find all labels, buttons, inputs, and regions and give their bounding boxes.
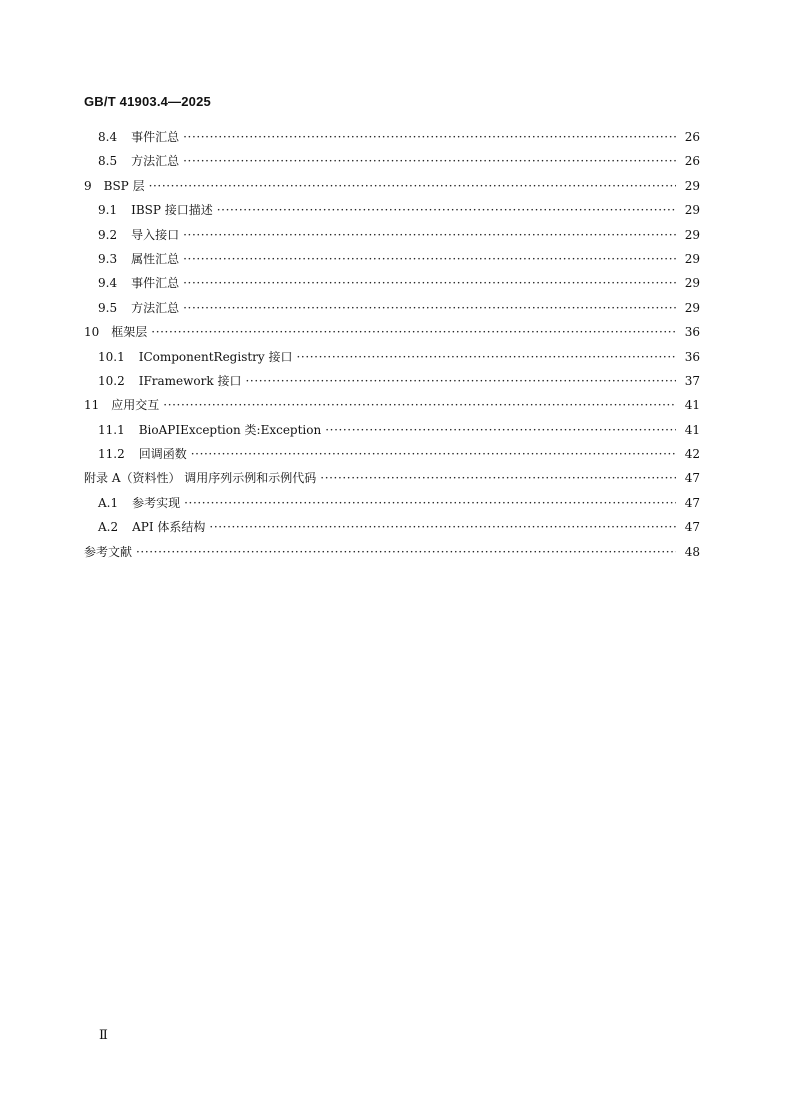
toc-entry-number: 8.5 bbox=[98, 154, 118, 169]
toc-entry[interactable] bbox=[84, 543, 700, 567]
toc-entry-number: 11.1 bbox=[98, 422, 125, 437]
toc-dot-leader bbox=[149, 179, 676, 193]
toc-entry-page: 37 bbox=[684, 373, 700, 388]
toc-entry-title: BioAPIException 类:Exception bbox=[138, 422, 322, 437]
toc-entry-title: IFramework 接口 bbox=[138, 373, 242, 388]
toc-entry[interactable] bbox=[84, 299, 700, 323]
toc-entry[interactable] bbox=[84, 177, 700, 201]
toc-dot-leader bbox=[183, 252, 676, 266]
toc-entry-page: 29 bbox=[684, 300, 700, 315]
toc-entry-page: 47 bbox=[684, 471, 700, 486]
toc-entry-title: 附录 A（资料性） 调用序列示例和示例代码 bbox=[84, 471, 317, 486]
toc-entry[interactable] bbox=[84, 201, 700, 225]
toc-entry-page: 47 bbox=[684, 520, 700, 535]
toc-entry-page: 42 bbox=[684, 447, 700, 462]
toc-entry-page: 36 bbox=[684, 349, 700, 364]
toc-dot-leader bbox=[217, 203, 676, 217]
toc-entry-page: 29 bbox=[684, 251, 700, 266]
toc-entry-title: 应用交互 bbox=[111, 398, 160, 413]
toc-entry-number: 8.4 bbox=[98, 130, 118, 144]
toc-entry-page: 26 bbox=[684, 154, 700, 169]
toc-entry-title: 属性汇总 bbox=[131, 251, 180, 266]
toc-entry-number: A.2 bbox=[98, 520, 119, 535]
toc-dot-leader bbox=[183, 276, 676, 290]
toc-entry-number: 9.5 bbox=[98, 300, 118, 315]
toc-entry-title: IBSP 接口描述 bbox=[131, 203, 213, 218]
toc-dot-leader bbox=[297, 350, 677, 364]
toc-entry[interactable] bbox=[84, 323, 700, 347]
toc-entry[interactable] bbox=[84, 396, 700, 420]
toc-entry-number: 9 bbox=[84, 178, 92, 193]
toc-entry[interactable] bbox=[84, 372, 700, 396]
toc-entry-page: 36 bbox=[684, 325, 700, 340]
toc-entry-number: A.1 bbox=[98, 495, 119, 510]
toc-entry-page: 29 bbox=[684, 276, 700, 291]
toc-dot-leader bbox=[151, 325, 676, 339]
toc-dot-leader bbox=[163, 398, 676, 412]
toc-entry-number: 9.2 bbox=[98, 227, 118, 242]
toc-entry-page: 29 bbox=[684, 203, 700, 218]
toc-entry-title: 事件汇总 bbox=[131, 276, 180, 291]
toc-entry-number: 10.2 bbox=[98, 373, 125, 388]
toc-dot-leader bbox=[245, 374, 676, 388]
toc-dot-leader bbox=[136, 545, 676, 559]
toc-entry[interactable] bbox=[84, 250, 700, 274]
toc-entry[interactable] bbox=[84, 274, 700, 298]
toc-entry-title: IComponentRegistry 接口 bbox=[138, 349, 293, 364]
toc-dot-leader bbox=[320, 471, 676, 485]
toc-entry-title: API 体系结构 bbox=[132, 520, 206, 535]
toc-entry[interactable] bbox=[84, 445, 700, 469]
toc-dot-leader bbox=[325, 423, 676, 437]
toc-entry-title: 方法汇总 bbox=[131, 154, 180, 169]
toc-entry[interactable] bbox=[84, 421, 700, 445]
toc-entry-page: 26 bbox=[684, 130, 700, 144]
toc-entry-number: 9.3 bbox=[98, 251, 118, 266]
toc-entry-number: 11.2 bbox=[98, 447, 125, 462]
toc-entry-page: 41 bbox=[684, 422, 700, 437]
toc-dot-leader bbox=[183, 154, 676, 168]
toc-entry-number: 10 bbox=[84, 325, 100, 340]
toc-entry-title: 参考实现 bbox=[132, 495, 181, 510]
toc-entry[interactable] bbox=[84, 152, 700, 176]
toc-entry-title: 参考文献 bbox=[84, 544, 133, 559]
toc-entry-page: 41 bbox=[684, 398, 700, 413]
toc-entry-page: 48 bbox=[684, 544, 700, 559]
standard-number-header: GB/T 41903.4—2025 bbox=[84, 94, 211, 109]
toc-dot-leader bbox=[209, 520, 676, 534]
toc-entry[interactable] bbox=[84, 494, 700, 518]
toc-entry[interactable] bbox=[84, 348, 700, 372]
toc-entry-page: 29 bbox=[684, 178, 700, 193]
toc-dot-leader bbox=[184, 496, 676, 510]
toc-entry-page: 47 bbox=[684, 495, 700, 510]
toc-entry-page: 29 bbox=[684, 227, 700, 242]
toc-entry[interactable] bbox=[84, 128, 700, 152]
toc-entry[interactable] bbox=[84, 518, 700, 542]
toc-entry[interactable] bbox=[84, 469, 700, 493]
toc-dot-leader bbox=[183, 228, 676, 242]
toc-entry-title: 回调函数 bbox=[138, 447, 187, 462]
toc-entry-title: 框架层 bbox=[111, 325, 148, 340]
toc-entry-title: 事件汇总 bbox=[131, 130, 180, 144]
toc-entry-title: 导入接口 bbox=[131, 227, 180, 242]
toc-entry[interactable] bbox=[84, 226, 700, 250]
toc-entry-number: 11 bbox=[84, 398, 100, 413]
table-of-contents bbox=[84, 128, 700, 567]
toc-dot-leader bbox=[191, 447, 676, 461]
page-number: Ⅱ bbox=[99, 1028, 108, 1043]
toc-dot-leader bbox=[183, 130, 676, 144]
toc-entry-number: 10.1 bbox=[98, 349, 125, 364]
toc-entry-number: 9.1 bbox=[98, 203, 118, 218]
toc-entry-title: BSP 层 bbox=[103, 178, 145, 193]
toc-entry-title: 方法汇总 bbox=[131, 300, 180, 315]
toc-entry-number: 9.4 bbox=[98, 276, 118, 291]
toc-dot-leader bbox=[183, 301, 676, 315]
